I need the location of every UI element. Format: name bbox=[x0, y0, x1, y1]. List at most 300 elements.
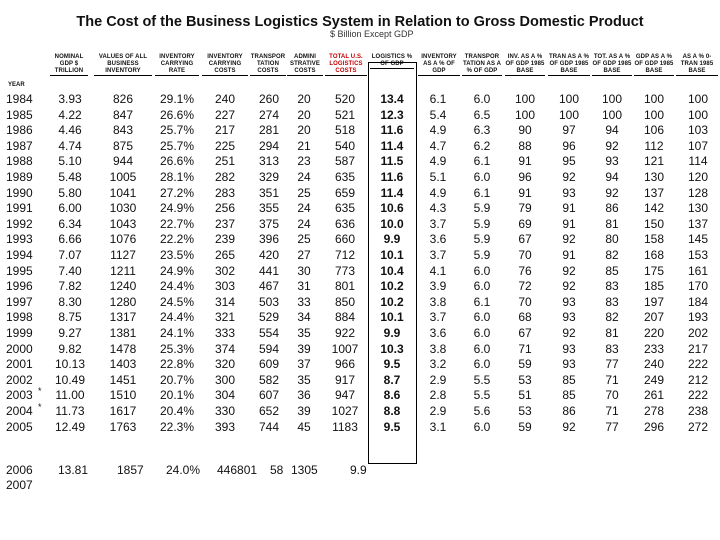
cell-carrying-rate: 27.2% bbox=[159, 185, 195, 200]
cell-logistics-pct: 9.5 bbox=[383, 419, 401, 434]
cell-tot-base: 82 bbox=[605, 310, 619, 325]
cell-transportation-costs: 355 bbox=[258, 201, 280, 216]
cell-transportation-pct: 5.5 bbox=[473, 372, 491, 387]
cell-tran-base-2: 170 bbox=[687, 279, 709, 294]
cell-inventory-value: 1280 bbox=[109, 294, 137, 309]
cell-inventory-pct: 2.9 bbox=[429, 404, 447, 418]
cell-logistics-pct: 10.2 bbox=[380, 294, 404, 309]
cell-year: 2001 bbox=[6, 357, 33, 372]
cell-logistics-pct: 11.6 bbox=[380, 123, 404, 138]
cell-total-costs: 659 bbox=[334, 185, 356, 200]
cell-tot-base: 100 bbox=[601, 92, 623, 106]
cell-carrying-rate: 24.4% bbox=[159, 310, 195, 325]
cell-year: 1991 bbox=[6, 201, 33, 216]
cell-inventory-value: 1043 bbox=[109, 216, 137, 231]
cell-gdp-base: 158 bbox=[643, 232, 665, 247]
cell-total-costs: 635 bbox=[334, 170, 356, 184]
header-administrative-costs: ADMINI STRATIVE COSTS bbox=[287, 54, 323, 76]
table-row bbox=[0, 186, 720, 202]
cell-inventory-pct: 4.9 bbox=[429, 185, 447, 200]
cell-gdp: 9.82 bbox=[58, 341, 82, 356]
cell-year: 1987 bbox=[6, 138, 33, 153]
table-row bbox=[0, 264, 720, 280]
cell-carrying-rate: 25.3% bbox=[159, 341, 195, 356]
cell-transportation-pct: 5.5 bbox=[473, 388, 491, 403]
cell-gdp: 9.27 bbox=[58, 326, 82, 340]
table-row bbox=[0, 139, 720, 155]
cell-year: 1986 bbox=[6, 123, 33, 138]
cell-transportation-costs: 594 bbox=[258, 341, 280, 356]
cell-inv-base: 53 bbox=[518, 404, 532, 418]
cell-inv-base: 79 bbox=[518, 201, 532, 216]
cell-logistics-pct: 11.4 bbox=[380, 185, 404, 200]
cell-carrying-rate: 22.7% bbox=[159, 216, 195, 231]
cell-gdp: 11.73 bbox=[55, 404, 85, 418]
cell-gdp-base: 175 bbox=[643, 263, 665, 278]
cell-transportation-pct: 6.1 bbox=[473, 294, 491, 309]
cell-inventory-pct: 3.7 bbox=[429, 216, 447, 231]
table-row bbox=[0, 232, 720, 248]
cell-inv-base: 69 bbox=[518, 216, 532, 231]
cell-inv-base: 70 bbox=[518, 294, 532, 309]
header-gdp: NOMINAL GDP $ TRILLION bbox=[50, 54, 88, 76]
tail-year-2006: 2006 bbox=[6, 463, 33, 477]
header-year: YEAR bbox=[8, 82, 25, 88]
cell-transportation-pct: 6.1 bbox=[473, 185, 491, 200]
cell-carrying-costs: 330 bbox=[214, 404, 236, 418]
cell-inventory-value: 1763 bbox=[109, 419, 137, 434]
cell-gdp-base: 249 bbox=[643, 372, 665, 387]
cell-total-costs: 587 bbox=[334, 154, 356, 169]
cell-tran-base-2: 114 bbox=[688, 154, 708, 169]
cell-tot-base: 83 bbox=[605, 341, 619, 356]
cell-total-costs: 884 bbox=[334, 310, 356, 325]
cell-inv-base: 67 bbox=[518, 326, 532, 340]
cell-tran-base: 100 bbox=[558, 107, 580, 122]
cell-transportation-pct: 6.0 bbox=[473, 310, 491, 325]
cell-logistics-pct: 9.5 bbox=[383, 357, 401, 372]
header-transportation-costs: TRANSPOR TATION COSTS bbox=[250, 54, 286, 74]
cell-tran-base-2: 100 bbox=[687, 107, 709, 122]
cell-year: 2005 bbox=[6, 419, 33, 434]
cell-tran-base: 92 bbox=[562, 170, 576, 184]
cell-inventory-value: 843 bbox=[112, 123, 134, 138]
table-row bbox=[0, 373, 720, 389]
cell-tran-base: 100 bbox=[558, 92, 580, 106]
cell-gdp-base: 150 bbox=[643, 216, 665, 231]
cell-transportation-costs: 274 bbox=[258, 107, 280, 122]
cell-gdp: 5.10 bbox=[58, 154, 82, 169]
cell-transportation-pct: 6.5 bbox=[473, 107, 491, 122]
cell-tran-base-2: 103 bbox=[687, 123, 709, 138]
cell-inventory-pct: 4.7 bbox=[429, 138, 447, 153]
cell-total-costs: 1183 bbox=[332, 419, 358, 434]
cell-total-costs: 540 bbox=[334, 138, 356, 153]
cell-inventory-value: 847 bbox=[112, 107, 134, 122]
cell-carrying-costs: 320 bbox=[214, 357, 236, 372]
table-row bbox=[0, 92, 720, 108]
cell-inventory-value: 1030 bbox=[109, 201, 137, 216]
cell-gdp-base: 121 bbox=[643, 154, 665, 169]
cell-inventory-value: 1617 bbox=[109, 404, 137, 418]
cell-transportation-costs: 329 bbox=[258, 170, 280, 184]
cell-carrying-costs: 237 bbox=[214, 216, 236, 231]
cell-year: 1994 bbox=[6, 248, 33, 262]
cell-administrative-costs: 20 bbox=[297, 107, 311, 122]
header-transportation-pct: TRANSPOR TATION AS A % OF GDP bbox=[462, 54, 502, 74]
cell-transportation-costs: 396 bbox=[258, 232, 280, 247]
cell-carrying-rate: 24.9% bbox=[159, 263, 195, 278]
cell-logistics-pct: 12.3 bbox=[380, 107, 404, 122]
cell-transportation-costs: 652 bbox=[258, 404, 280, 418]
cell-tran-base-2: 212 bbox=[687, 372, 709, 387]
cell-transportation-pct: 6.0 bbox=[473, 263, 491, 278]
cell-tot-base: 71 bbox=[605, 372, 619, 387]
cell-carrying-costs: 239 bbox=[214, 232, 236, 247]
cell-carrying-costs: 333 bbox=[214, 326, 236, 340]
cell-year: 2004 bbox=[6, 404, 33, 418]
cell-gdp: 3.93 bbox=[58, 92, 82, 106]
cell-tot-base: 94 bbox=[605, 123, 619, 138]
cell-carrying-rate: 20.4% bbox=[159, 404, 195, 418]
cell-inv-base: 76 bbox=[518, 263, 532, 278]
cell-total-costs: 521 bbox=[334, 107, 356, 122]
cell-tran-base: 91 bbox=[562, 201, 576, 216]
cell-administrative-costs: 31 bbox=[297, 279, 311, 294]
table-row bbox=[0, 108, 720, 124]
cell-tot-base: 70 bbox=[605, 388, 619, 403]
cell-carrying-rate: 29.1% bbox=[159, 92, 195, 106]
cell-administrative-costs: 33 bbox=[297, 294, 311, 309]
cell-gdp: 4.46 bbox=[58, 123, 82, 138]
cell-inventory-pct: 6.1 bbox=[429, 92, 447, 106]
cell-logistics-pct: 8.7 bbox=[383, 372, 401, 387]
cell-administrative-costs: 27 bbox=[297, 248, 311, 262]
cell-tran-base: 93 bbox=[562, 185, 576, 200]
header-inventory-value: VALUES OF ALL BUSINESS INVENTORY bbox=[94, 54, 152, 76]
cell-transportation-pct: 5.6 bbox=[473, 404, 491, 418]
cell-gdp-base: 296 bbox=[643, 419, 665, 434]
cell-carrying-costs: 302 bbox=[214, 263, 236, 278]
cell-tot-base: 94 bbox=[605, 170, 619, 184]
cell-inventory-pct: 5.4 bbox=[429, 107, 447, 122]
cell-tran-base-2: 222 bbox=[687, 357, 709, 372]
cell-administrative-costs: 35 bbox=[297, 372, 311, 387]
cell-inv-base: 59 bbox=[518, 357, 532, 372]
cell-tran-base: 92 bbox=[562, 232, 576, 247]
cell-inv-base: 59 bbox=[518, 419, 532, 434]
tail-logistics-2006: 9.9 bbox=[350, 463, 367, 477]
cell-gdp: 4.22 bbox=[58, 107, 82, 122]
cell-inventory-pct: 5.1 bbox=[429, 170, 447, 184]
cell-inventory-value: 826 bbox=[112, 92, 134, 106]
cell-transportation-costs: 281 bbox=[258, 123, 280, 138]
cell-carrying-costs: 300 bbox=[214, 372, 236, 387]
cell-carrying-costs: 265 bbox=[214, 248, 236, 262]
cell-transportation-pct: 5.9 bbox=[473, 232, 491, 247]
cell-gdp: 6.00 bbox=[58, 201, 82, 216]
cell-transportation-pct: 6.0 bbox=[473, 279, 491, 294]
cell-tot-base: 83 bbox=[605, 294, 619, 309]
cell-transportation-pct: 6.1 bbox=[473, 154, 491, 169]
cell-administrative-costs: 24 bbox=[297, 216, 311, 231]
cell-total-costs: 773 bbox=[334, 263, 356, 278]
cell-year: 1998 bbox=[6, 310, 33, 325]
cell-inventory-value: 1478 bbox=[109, 341, 137, 356]
cell-tran-base: 93 bbox=[562, 357, 576, 372]
cell-inventory-value: 1076 bbox=[109, 232, 137, 247]
cell-inventory-pct: 3.8 bbox=[429, 341, 447, 356]
cell-logistics-pct: 10.1 bbox=[380, 248, 404, 262]
cell-inv-base: 88 bbox=[518, 138, 532, 153]
cell-inventory-value: 1381 bbox=[109, 326, 137, 340]
cell-transportation-costs: 375 bbox=[258, 216, 280, 231]
cell-transportation-costs: 554 bbox=[258, 326, 280, 340]
cell-tran-base: 97 bbox=[562, 123, 576, 138]
cell-gdp: 10.49 bbox=[54, 372, 86, 387]
cell-transportation-costs: 529 bbox=[258, 310, 280, 325]
cell-carrying-costs: 374 bbox=[214, 341, 236, 356]
cell-carrying-costs: 251 bbox=[214, 154, 236, 169]
cell-transportation-pct: 6.0 bbox=[473, 326, 491, 340]
cell-administrative-costs: 30 bbox=[297, 263, 311, 278]
cell-transportation-pct: 6.2 bbox=[473, 138, 491, 153]
cell-carrying-costs: 225 bbox=[214, 138, 236, 153]
table-row bbox=[0, 170, 720, 186]
cell-inv-base: 91 bbox=[518, 154, 532, 169]
cell-gdp: 6.66 bbox=[58, 232, 82, 247]
cell-gdp: 11.00 bbox=[55, 388, 85, 403]
cell-gdp-base: 197 bbox=[643, 294, 665, 309]
table-row bbox=[0, 295, 720, 311]
cell-tran-base: 93 bbox=[562, 310, 576, 325]
cell-carrying-rate: 26.6% bbox=[159, 107, 195, 122]
cell-carrying-rate: 28.1% bbox=[159, 170, 195, 184]
cell-inv-base: 67 bbox=[518, 232, 532, 247]
cell-inv-base: 91 bbox=[518, 185, 532, 200]
cell-transportation-costs: 744 bbox=[258, 419, 280, 434]
cell-tran-base-2: 184 bbox=[687, 294, 709, 309]
cell-inv-base: 51 bbox=[518, 388, 532, 403]
cell-carrying-rate: 22.2% bbox=[159, 232, 195, 247]
cell-tran-base-2: 107 bbox=[687, 138, 709, 153]
cell-administrative-costs: 39 bbox=[297, 404, 311, 418]
cell-year: 1989 bbox=[6, 170, 33, 184]
cell-tot-base: 83 bbox=[605, 279, 619, 294]
cell-inv-base: 90 bbox=[518, 123, 532, 138]
tail-total-2006: 1305 bbox=[291, 463, 318, 477]
cell-tran-base: 92 bbox=[562, 279, 576, 294]
cell-tran-base-2: 161 bbox=[687, 263, 709, 278]
cell-inventory-value: 875 bbox=[112, 138, 134, 153]
cell-gdp-base: 233 bbox=[643, 341, 665, 356]
cell-gdp: 8.30 bbox=[58, 294, 82, 309]
cell-carrying-rate: 24.9% bbox=[159, 201, 195, 216]
header-carrying-rate: INVENTORY CARRYING RATE bbox=[155, 54, 199, 76]
cell-transportation-costs: 313 bbox=[258, 154, 280, 169]
tail-rate-2006: 24.0% bbox=[166, 463, 201, 477]
cell-total-costs: 518 bbox=[334, 123, 356, 138]
table-row bbox=[0, 154, 720, 170]
cell-gdp: 5.80 bbox=[58, 185, 82, 200]
header-logistics-pct: LOGISTICS % OF GDP bbox=[371, 54, 413, 67]
cell-transportation-costs: 441 bbox=[258, 263, 280, 278]
cell-gdp-base: 106 bbox=[643, 123, 665, 138]
cell-year: 2000 bbox=[6, 341, 33, 356]
cell-inv-base: 72 bbox=[518, 279, 532, 294]
cell-total-costs: 1007 bbox=[331, 341, 359, 356]
table-row bbox=[0, 326, 720, 342]
cell-carrying-rate: 23.5% bbox=[159, 248, 195, 262]
cell-year: 2002 bbox=[6, 372, 33, 387]
cell-total-costs: 917 bbox=[334, 372, 356, 387]
header-carrying-costs: INVENTORY CARRYING COSTS bbox=[202, 54, 248, 76]
cell-administrative-costs: 20 bbox=[297, 92, 311, 106]
cell-transportation-pct: 6.0 bbox=[473, 357, 491, 372]
cell-tot-base: 85 bbox=[605, 263, 619, 278]
cell-gdp-base: 137 bbox=[643, 185, 665, 200]
tail-admin-2006: 58 bbox=[270, 463, 284, 477]
cell-administrative-costs: 39 bbox=[297, 341, 311, 356]
cell-transportation-costs: 609 bbox=[258, 357, 280, 372]
cell-gdp: 10.13 bbox=[54, 357, 86, 372]
cell-administrative-costs: 24 bbox=[297, 170, 311, 184]
header-tot-base: TOT. AS A % OF GDP 1985 BASE bbox=[592, 54, 632, 74]
cell-tot-base: 92 bbox=[605, 185, 619, 200]
cell-carrying-costs: 314 bbox=[214, 294, 236, 309]
cell-transportation-costs: 420 bbox=[258, 248, 280, 262]
cell-tran-base-2: 222 bbox=[687, 388, 709, 403]
cell-tran-base-2: 130 bbox=[687, 201, 709, 216]
cell-transportation-pct: 6.0 bbox=[473, 92, 491, 106]
cell-tran-base-2: 153 bbox=[687, 248, 709, 262]
cell-logistics-pct: 9.9 bbox=[383, 326, 401, 340]
cell-tot-base: 92 bbox=[605, 138, 619, 153]
cell-total-costs: 660 bbox=[334, 232, 356, 247]
cell-inv-base: 71 bbox=[518, 341, 532, 356]
cell-inventory-pct: 2.9 bbox=[429, 372, 447, 387]
cell-tran-base-2: 100 bbox=[687, 92, 709, 106]
cell-transportation-costs: 260 bbox=[258, 92, 280, 106]
cell-gdp-base: 207 bbox=[643, 310, 665, 325]
cell-tot-base: 81 bbox=[605, 216, 619, 231]
cell-tot-base: 71 bbox=[605, 404, 619, 418]
cell-tran-base-2: 193 bbox=[687, 310, 709, 325]
table-row bbox=[0, 123, 720, 139]
cell-tot-base: 81 bbox=[605, 326, 619, 340]
header-inventory-pct: INVENTORY AS A % OF GDP bbox=[418, 54, 460, 76]
cell-administrative-costs: 25 bbox=[297, 185, 311, 200]
footnote-star: * bbox=[38, 402, 42, 412]
cell-logistics-pct: 8.8 bbox=[383, 404, 401, 418]
cell-inv-base: 70 bbox=[518, 248, 532, 262]
cell-inventory-pct: 3.2 bbox=[429, 357, 447, 372]
cell-inventory-pct: 3.7 bbox=[429, 248, 447, 262]
cell-inventory-pct: 3.9 bbox=[429, 279, 447, 294]
cell-total-costs: 947 bbox=[334, 388, 356, 403]
cell-year: 1984 bbox=[6, 92, 33, 106]
cell-gdp: 8.75 bbox=[58, 310, 82, 325]
cell-carrying-costs: 393 bbox=[214, 419, 236, 434]
cell-logistics-pct: 11.6 bbox=[380, 170, 404, 184]
cell-inventory-pct: 4.1 bbox=[429, 263, 447, 278]
cell-administrative-costs: 36 bbox=[297, 388, 311, 403]
cell-inv-base: 68 bbox=[518, 310, 532, 325]
tail-year-2007: 2007 bbox=[6, 478, 33, 492]
cell-tot-base: 82 bbox=[605, 248, 619, 262]
cell-tran-base-2: 120 bbox=[687, 170, 709, 184]
cell-inv-base: 53 bbox=[518, 372, 532, 387]
tail-carry-2006: 446801 bbox=[217, 463, 258, 477]
cell-logistics-pct: 10.2 bbox=[380, 279, 404, 294]
cell-administrative-costs: 20 bbox=[297, 123, 311, 138]
cell-carrying-costs: 304 bbox=[214, 388, 236, 403]
cell-year: 1985 bbox=[6, 107, 33, 122]
table-row bbox=[0, 420, 720, 436]
table-row bbox=[0, 248, 720, 264]
cell-gdp: 4.74 bbox=[58, 138, 82, 153]
cell-gdp-base: 100 bbox=[643, 107, 665, 122]
cell-tran-base: 92 bbox=[562, 326, 576, 340]
cell-year: 1988 bbox=[6, 154, 33, 169]
table-row bbox=[0, 217, 720, 233]
cell-transportation-costs: 503 bbox=[258, 294, 280, 309]
cell-carrying-costs: 240 bbox=[214, 92, 236, 106]
cell-tran-base-2: 272 bbox=[687, 419, 709, 434]
cell-carrying-costs: 256 bbox=[214, 201, 236, 216]
cell-transportation-costs: 467 bbox=[258, 279, 280, 294]
cell-tran-base: 96 bbox=[562, 138, 576, 153]
cell-gdp-base: 142 bbox=[643, 201, 665, 216]
cell-inventory-value: 1240 bbox=[109, 279, 137, 294]
cell-carrying-rate: 20.1% bbox=[159, 388, 195, 403]
cell-logistics-pct: 10.6 bbox=[380, 201, 404, 216]
header-gdp-base: GDP AS A % OF GDP 1985 BASE bbox=[634, 54, 674, 74]
cell-logistics-pct: 10.4 bbox=[380, 263, 404, 278]
cell-inventory-value: 1127 bbox=[110, 248, 136, 262]
cell-inventory-pct: 4.9 bbox=[429, 123, 447, 138]
cell-tran-base: 85 bbox=[562, 372, 576, 387]
cell-tran-base-2: 217 bbox=[687, 341, 709, 356]
cell-inventory-value: 1403 bbox=[109, 357, 137, 372]
cell-logistics-pct: 8.6 bbox=[383, 388, 401, 403]
cell-inventory-value: 944 bbox=[112, 154, 134, 169]
cell-gdp: 12.49 bbox=[54, 419, 86, 434]
cell-inventory-pct: 4.3 bbox=[429, 201, 447, 216]
cell-total-costs: 636 bbox=[334, 216, 356, 231]
cell-tran-base: 95 bbox=[562, 154, 576, 169]
cell-inventory-value: 1041 bbox=[109, 185, 137, 200]
cell-inventory-pct: 3.6 bbox=[429, 232, 447, 247]
cell-administrative-costs: 25 bbox=[297, 232, 311, 247]
cell-transportation-pct: 6.3 bbox=[473, 123, 491, 138]
cell-year: 1992 bbox=[6, 216, 33, 231]
cell-inventory-pct: 2.8 bbox=[429, 388, 447, 403]
cell-tran-base: 92 bbox=[562, 419, 576, 434]
cell-carrying-costs: 321 bbox=[214, 310, 236, 325]
cell-carrying-costs: 282 bbox=[214, 170, 236, 184]
cell-gdp-base: 130 bbox=[643, 170, 665, 184]
cell-gdp: 7.07 bbox=[58, 248, 82, 262]
cell-logistics-pct: 11.5 bbox=[380, 154, 404, 169]
cell-transportation-costs: 351 bbox=[258, 185, 280, 200]
cell-year: 1997 bbox=[6, 294, 33, 309]
cell-carrying-costs: 283 bbox=[214, 185, 236, 200]
cell-transportation-pct: 5.9 bbox=[473, 201, 491, 216]
cell-carrying-rate: 25.7% bbox=[159, 123, 195, 138]
cell-transportation-pct: 6.0 bbox=[473, 170, 491, 184]
cell-total-costs: 801 bbox=[334, 279, 356, 294]
